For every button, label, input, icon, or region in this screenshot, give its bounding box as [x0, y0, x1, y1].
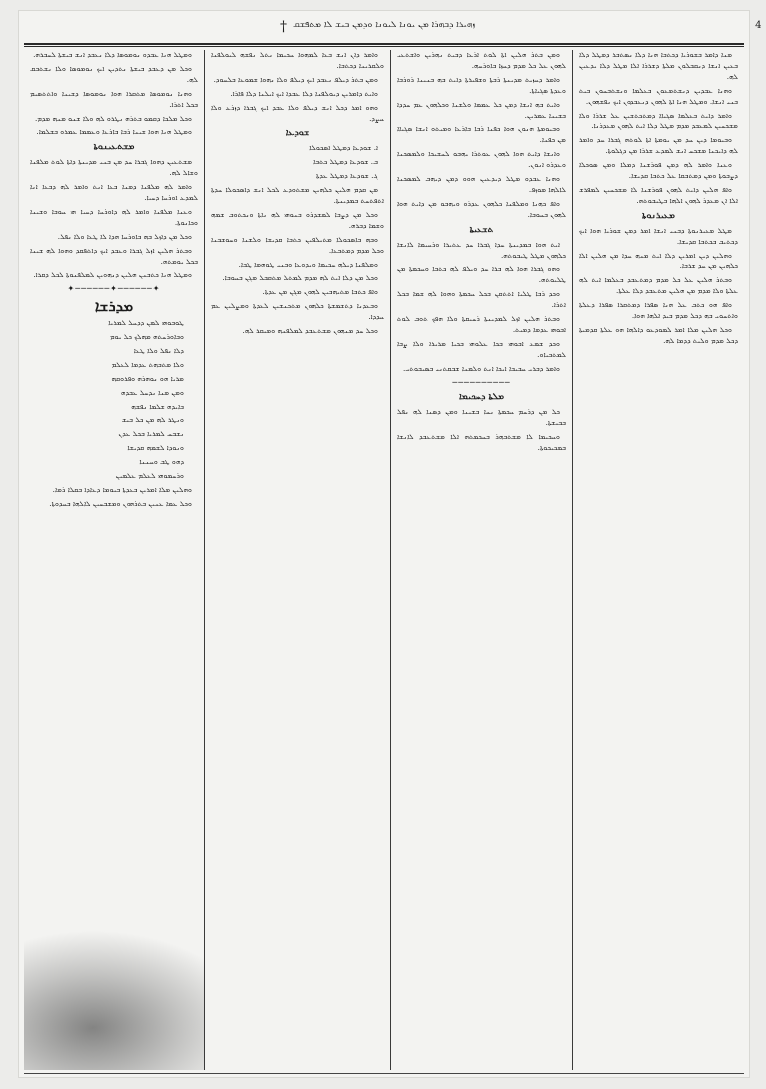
top-rule-thin	[24, 46, 744, 47]
column-1	[572, 50, 744, 1070]
list-item: ܓ. ܫܘܕܥܐ ܕܡܛܠ ܥܕܬܐ	[315, 171, 378, 181]
verse-line: ܘܒܐܘܪܚܬܗ ܡܗܠܟ ܟܠ ܝܘܡ	[109, 332, 184, 342]
paragraph: ܘܡܛܠ ܗܢܐ ܥܒܕܘ ܢܘܡܘܣܐ ܕܠܐ ܢܥܒܕ ܐܢܫ ܒܝܫܬܐ ܠܚܒܪܗ.	[33, 50, 192, 59]
paragraph: ܡܛܠ ܡܥܝܪܢܘܬܐ ܕܒܢܝ ܐܢܫܐ ܐܡܪ ܕܡܢ ܫܘܪܝܐ ܗܘܐ ܐܝܟ ܕܟܬܝܒ ܒܟܬܒܐ ܩܕܝܫܐ.	[579, 225, 738, 246]
paragraph: ܘܒܥܕܢܐ ܕܬܫܡܫܬܐ ܟܠܗܘܢ ܡܬܟܢܫܝܢ ܠܥܕܬܐ ܘܡܨܠܝܢ ܥܡ ܚܕܕܐ.	[211, 301, 384, 322]
verse-line: ܕܗܘ ܛܒ ܘܚܢܢܐ	[139, 457, 184, 467]
columns	[24, 50, 744, 1070]
paragraph: ܘܒܬܪ ܗܠܝܢ ܥܠ ܟܠ ܡܕܡ ܕܡܬܥܒܕ ܒܥܠܡܐ ܐܝܬ ܠܗ ܥܠܬܐ ܘܠܐ ܡܕܡ ܡܢ ܗܠܝܢ ܡܬܥܒܕ ܕܠܐ ܥܠܬܐ.	[579, 275, 738, 296]
masthead	[18, 10, 762, 40]
verse-line: ܒܐܝܕܗ ܫܠܡܐ ܢܦܫܗ	[131, 401, 184, 411]
paragraph: ܘܟܠ ܡܠܟܐ ܕܩܡܘ ܒܬܪܗ ܢܛܪܘ ܠܗ ܘܠܐ ܫܢܘ ܡܢܗ ܡܕܡ.	[34, 113, 192, 123]
paragraph: ܘܐܦ ܗܘ ܟܬܒ ܥܠ ܗܢܐ ܣܦܪܐ ܕܡܬܩܪܐ ܣܦܪܐ ܕܥܠܬܐ ܘܐܬܚܘܝ ܒܗ ܕܟܠ ܡܕܡ ܒܝܕ ܐܠܗܐ ܗܘܐ.	[579, 300, 738, 321]
verse-line: ܘܢܘܕܐ ܠܫܡܗ ܩܕܝܫܐ	[127, 443, 184, 453]
paragraph: ܘܟܠ ܥܡܐ ܥܢܝܢ ܒܬܪܗܘܢ ܘܡܫܒܚܝܢ ܠܐܠܗܐ ܒܚܕܘܬܐ.	[49, 498, 192, 508]
paragraph: ܘܐܡܪ ܠܗ ܡܠܦܢܐ ܕܡܢܐ ܒܥܐ ܐܢܬ ܘܐܡܪ ܠܗ ܕܒܥܐ ܐܢܐ ܠܡܕܥ ܐܘܪܚܐ ܕܚܝܐ.	[30, 182, 198, 202]
paragraph: ܘܐܦ ܟܬܒܐ ܡܬܝܗܒܝܢ ܠܗܘܢ ܡܓܢ ܡܢ ܥܕܬܐ.	[262, 287, 378, 297]
paragraph: ܘܐܡܪ ܕܒܪܝ ܚܒܝܒܐ ܐܝܟܐ ܐܢܬ ܘܠܡܢܐ ܫܒܩܬܢܝ ܒܣܝܒܘܬܝ.	[402, 363, 560, 373]
page-number: 4	[755, 20, 762, 31]
paragraph: ܘܐܡܪ ܕܐܝܬ ܒܥܠܡܐ ܣܓܝܐܐ ܕܡܬܟܬܫܝܢ ܥܠ ܫܪܪܐ ܘܠܐ ܡܫܟܚܝܢ ܠܡܥܒܕ ܡܕܡ ܡܛܠ ܕܠܐ ܐܝܬ ܠܗܘܢ ܡܥܕܪܢܐ.	[579, 110, 738, 131]
paragraph: ܘܟܕ ܫܡܥ ܐܒܘܗܝ ܒܟܐ ܥܠܘܗܝ ܒܟܝܐ ܡܪܝܪܐ ܘܠܐ ܨܒܐ ܠܡܬܒܝܐܘ.	[397, 338, 566, 359]
ink-stain	[24, 930, 204, 1070]
paragraph: ܘܗܘ ܓܒܪܐ ܗܘܐ ܠܗ ܒܪܐ ܚܕ ܘܝܠܦ ܠܗ ܟܬܒܐ ܘܚܟܡܬܐ ܡܢ ܛܠܝܘܬܗ.	[397, 264, 566, 285]
paragraph: ܘܐܦ ܗܠܝܢ ܕܐܝܬ ܠܗܘܢ ܦܘܪܫܢܐ ܠܐ ܡܫܟܚܝܢ ܠܡܦܪܫ ܐܠܐ ܐܢ ܡܥܕܪ ܠܗܘܢ ܐܠܗܐ ܒܛܝܒܘܬܗ.	[579, 184, 738, 205]
top-rule	[24, 43, 744, 45]
section-heading: ܡܫܬܥܝܢܘܬܐ	[93, 142, 135, 153]
paragraph: ܡܢܐ ܕܐܡܪ ܒܫܘܪܝܐ ܕܟܬܒܐ ܗܢܐ ܕܠܐ ܢܣܬܒܪ ܕܡܛܠ ܕܠܐ ܒܥܝܢ ܐܢܫܐ ܕܢܩܒܠܘܢ ܡܠܬܐ ܕܫܪܪܐ ܐܠܐ ܡܛܠ ܕܠܐ ܝܕܥܝܢ ܠܗ.	[579, 50, 738, 81]
paragraph: ܘܟܠ ܡܢ ܕܠܐ ܐܝܬ ܠܗ ܡܕܡ ܠܡܬܠ ܡܬܩܒܠ ܡܓܢ ܒܚܘܒܐ.	[222, 273, 378, 283]
paragraph: ܘܐܡܪ ܕܚܙܝܬ ܡܕܝܢܬܐ ܪܒܬܐ ܘܫܦܝܪܬܐ ܕܐܝܬ ܒܗ ܒܢܝܢܐ ܪܘܪܒܐ ܘܥܕܬܐ ܣܓܝܐܬܐ.	[397, 74, 566, 95]
column-3	[204, 50, 390, 1070]
section-heading: ܡܠܬܐ ܕܚܟܝܡܐ	[459, 392, 504, 403]
paragraph: ܘܐܢܫܐ ܕܐܝܬ ܗܘܐ ܠܗܘܢ ܥܘܬܪܐ ܝܗܒܘ ܠܚܫܝܟܐ ܘܠܡܣܟܢܐ ܘܥܕܪܘ ܐܢܘܢ.	[397, 149, 566, 170]
paragraph: ܘܡܛܠ ܗܢܐ ܗܘܐ ܫܝܢܐ ܪܒܐ ܒܐܪܥܐ ܘܥܡܡܐ ܥܡܪܘ ܒܫܠܡܐ.	[36, 127, 192, 137]
column-4	[24, 50, 204, 1070]
paragraph: ܘܒܬܪ ܗܠܝܢ ܐܙܠ ܓܒܪܐ ܘܥܒܕ ܐܝܟ ܕܐܬܦܩܕ ܘܗܘܐ ܠܗ ܫܝܢܐ ܒܟܠ ܝܘܡܬܗ.	[30, 245, 198, 266]
paragraph: ܘܗܠܝܢ ܡܠܐ ܐܡܪܝܢ ܒܥܕܬܐ ܒܝܘܡܐ ܕܥܐܕܐ ܒܩܠܐ ܪܡܐ.	[52, 485, 192, 494]
paragraph: ܘܗܘ ܐܡܪ ܕܟܠ ܐܢܫ ܕܝܠܦ ܘܠܐ ܥܒܕ ܐܝܟ ܓܒܪܐ ܕܙܪܥ ܘܠܐ ܚܨܕ.	[211, 102, 384, 123]
paragraph: ܘܒܝܘܡܬܐ ܗܢܘܢ ܗܘܐ ܟܦܢܐ ܪܒܐ ܒܐܪܥܐ ܘܡܝܬܘ ܐܢܫܐ ܣܓܝܐܐ ܡܢ ܟܦܢܐ.	[397, 124, 566, 145]
paragraph: ܘܟܠ ܚܕ ܡܢܗܘܢ ܡܫܬܥܒܕ ܠܡܠܦܢܗ ܘܡܝܩܪ ܠܗ.	[242, 326, 378, 336]
verse-line: ܡܪܝܐ ܗܘ ܢܘܗܪܗ ܘܦܪܘܩܗ	[111, 373, 184, 383]
verse-line: ܘܡܢ ܡܢܐ ܢܕܚܠ ܥܒܕܗ	[120, 387, 184, 397]
paragraph: ܘܒܗ ܒܐܣܟܘܠܐ ܡܬܝܠܦܝܢ ܟܬܒܐ ܩܕܝܫܐ ܘܠܫܢܐ ܘܚܘܫܒܢܐ ܘܟܠ ܡܕܡ ܕܡܬܒܥܐ.	[211, 234, 384, 255]
column-2	[390, 50, 572, 1070]
paragraph: ܟܠ ܡܢ ܕܪܚܡ ܚܟܡܬܐ ܢܚܐ ܒܫܝܢܐ ܘܡܢ ܕܣܢܐ ܠܗ ܢܦܠ ܒܒܝܫܬܐ.	[397, 407, 566, 428]
poem-heading: ܡܕܪܫܐ	[94, 297, 134, 316]
paragraph: ܐܝܬ ܗܘܐ ܒܡܕܝܢܬܐ ܚܕܐ ܓܒܪܐ ܚܕ ܥܬܝܪܐ ܘܪܚܝܡܐ ܠܐܢܫܐ ܟܠܗܘܢ ܡܛܠ ܛܝܒܘܬܗ.	[397, 239, 566, 260]
paragraph: ܡܢ ܩܕܡ ܗܠܝܢ ܟܠܗܝܢ ܡܫܬܘܕܥ ܠܟܠ ܐܢܫ ܕܐܣܟܘܠܐ ܚܕܬܐ ܐܬܦܬܚܬ ܒܡܕܝܢܬܐ.	[211, 185, 384, 205]
section-heading: ܡܥܝܪܢܘܬܐ	[642, 210, 675, 221]
col4-intro	[30, 50, 198, 138]
paragraph: ܘܐܝܬ ܒܗ ܐܢܫܐ ܕܡܢ ܟܠ ܥܡܡܐ ܘܠܫܢܐ ܘܟܠܗܘܢ ܥܡ ܚܕܕܐ ܒܫܝܢܐ ܥܡܪܝܢ.	[397, 99, 566, 120]
bottom-rule	[24, 1073, 744, 1074]
list-item: ܒ. ܫܘܕܥܐ ܕܡܛܠ ܟܬܒܐ	[313, 157, 378, 167]
paragraph: ܘܐܝܬ ܕܐܡܪܝܢ ܕܝܘܠܦܢܐ ܕܠܐ ܥܒܕܐ ܐܝܟ ܐܝܠܢܐ ܕܠܐ ܦܐܪܐ.	[230, 88, 378, 98]
verse-line: ܛܘܒܘܗܝ ܠܡܢ ܕܕܚܠ ܠܡܪܝܐ	[108, 318, 184, 328]
masthead-mark: †	[280, 19, 288, 35]
paragraph: ܘܥܢܐ ܡܠܦܢܐ ܘܐܡܪ ܠܗ ܕܐܘܪܚܐ ܕܚܝܐ ܗܝ ܚܘܒܐ ܘܫܝܢܐ ܘܟܐܢܘܬܐ.	[30, 206, 198, 227]
paragraph: ܘܐܦ ܟܗܢܐ ܘܡܠܦܢܐ ܟܠܗܘܢ ܥܕܪܘ ܘܝܗܒܘ ܡܢ ܕܐܝܬ ܗܘܐ ܠܗܘܢ ܒܚܘܒܐ.	[397, 198, 566, 219]
verse-line: ܢܫܒܚ ܠܡܪܝܐ ܒܟܠ ܥܕܢ	[118, 429, 184, 439]
paragraph: ܘܟܠ ܡܢ ܕܐܙܠ ܒܗ ܒܐܘܪܚܐ ܗܕܐ ܠܐ ܛܥܐ ܘܠܐ ܢܦܠ.	[57, 231, 192, 241]
paragraph: ܘܡܢ ܒܬܪ ܗܠܝܢ ܐܬܐ ܠܘܬ ܐܪܥܐ ܕܒܝܬ ܢܗܪܝܢ ܘܐܫܬܥܝ ܠܗܘܢ ܥܠ ܟܠ ܡܕܡ ܕܚܙܐ ܒܐܘܪܚܗ.	[397, 50, 566, 70]
masthead-title: ܙܗܝܪܐ ܕܒܗܪܐ ܡܢ ܝܘܢܐ ܠܝܘܢܐ ܘܕܡܢ ܒܝܫ ܠܐ ܡܬܦܫܩ	[292, 20, 476, 30]
paragraph: ܡܫܬܥܝܢ ܕܗܘܐ ܓܒܪܐ ܚܕ ܡܢ ܒܢܝ ܡܕܝܢܬܐ ܕܐܬܐ ܠܘܬ ܡܠܦܢܐ ܘܫܐܠ ܠܗ.	[30, 157, 198, 178]
ornament-divider: ──────────	[452, 377, 511, 387]
paragraph: ܘܚܟܝܡܐ ܠܐ ܡܫܬܒܗܪ ܒܚܟܡܬܗ ܐܠܐ ܡܫܬܥܒܕ ܠܐܢܫܐ ܒܡܟܝܟܘܬܐ.	[397, 432, 566, 453]
paragraph: ܘܟܠ ܗܠܝܢ ܡܠܐ ܐܡܪ ܠܡܘܕܥܘ ܕܐܠܗܐ ܗܘ ܥܠܬܐ ܩܕܡܝܬܐ ܕܟܠ ܡܕܡ ܘܠܝܬ ܕܕܡܐ ܠܗ.	[579, 324, 738, 345]
paragraph: ܘܗܠܝܢ ܕܝܢ ܐܡܪܝܢ ܕܠܐ ܐܝܬ ܡܢܗ ܚܕܐ ܡܢ ܗܠܝܢ ܐܠܐ ܟܠܗܝܢ ܡܢ ܚܕ ܫܪܒܐ.	[579, 250, 738, 271]
paragraph: ܘܥܢܐ ܘܐܡܪ ܠܗ ܕܡܢ ܦܘܪܫܢܐ ܕܡܠܐ ܘܡܢ ܣܘܟܠܐ ܕܨܒܘܬܐ ܘܡܢ ܕܡܬܒܩܐ ܥܠ ܟܬܒܐ ܩܕܝܫܐ.	[579, 160, 738, 181]
paragraph: ܘܟܕ ܪܒܐ ܛܠܝܐ ܐܬܬܩܢ ܒܟܠ ܚܟܡܬܐ ܘܗܘܐ ܠܗ ܫܡܐ ܒܟܠ ܐܬܪܐ.	[397, 289, 566, 310]
ornament-divider: ✦──────✦──────✦	[67, 284, 161, 294]
list-item: ܐ. ܫܘܕܥܐ ܕܡܛܠ ܐܣܟܘܠܐ	[309, 143, 378, 153]
paragraph: ܘܗܢܐ ܥܒܕܝܢ ܕܢܫܬܡܥܘܢ ܒܥܠܡܐ ܘܢܫܬܒܚܘܢ ܒܝܬ ܒܢܝ ܐܢܫܐ. ܘܡܛܠ ܗܢܐ ܐܬܐ ܠܗܘܢ ܕܢܥܒܕܘܢ ܐܝܟ ܢܦܫܗܘܢ.	[579, 85, 738, 106]
paragraph: ܘܒܝܘܡܐ ܕܝܢ ܚܕ ܡܢ ܝܘܡܬܐ ܐܬܐ ܠܘܬܗ ܓܒܪܐ ܚܕ ܘܐܡܪ ܠܗ ܕܐܝܟܢܐ ܡܫܟܚ ܐܢܫ ܠܡܕܥ ܫܪܪܐ ܡܢ ܕܓܠܘܬܐ.	[579, 135, 738, 156]
verse-line: ܘܪܚܡܘܗܝ ܠܥܠܡ ܥܠܡܝܢ	[115, 471, 184, 481]
paragraph: ܘܗܢܐ ܥܒܕܘ ܡܛܠ ܕܝܕܥܝܢ ܗܘܘ ܕܡܢ ܕܝܗܒ ܠܡܣܟܢܐ ܠܐܠܗܐ ܡܘܙܦ.	[397, 174, 566, 194]
paragraph: ܘܒܬܪ ܗܠܝܢ ܐܙܠ ܠܡܕܝܢܬܐ ܪܚܝܩܬܐ ܘܠܐ ܗܦܟ ܬܘܒ ܠܘܬ ܐܒܘܗܝ ܥܕܡܐ ܕܡܝܬ.	[397, 314, 566, 334]
paragraph: ܘܗܢܐ ܢܘܡܘܣܐ ܡܬܩܪܐ ܗܘܐ ܢܘܡܘܣܐ ܕܫܝܢܐ ܘܐܬܬܣܝܡ ܒܟܠ ܐܬܪܐ.	[30, 88, 198, 109]
paragraph: ܘܡܢ ܒܬܪ ܕܝܠܦ ܢܥܒܕ ܐܝܟ ܕܝܠܦ ܘܠܐ ܢܗܘܐ ܫܡܘܥܐ ܒܠܚܘܕ.	[213, 74, 378, 84]
paragraph: ܘܡܛܠ ܗܢܐ ܟܬܒܢܢ ܗܠܝܢ ܕܢܗܘܝܢ ܠܡܠܦܢܘܬܐ ܠܟܠ ܕܩܪܐ.	[33, 270, 192, 280]
verse-line: ܘܠܐ ܡܬܒܗܬ ܥܕܡܐ ܠܥܠܡ	[111, 359, 184, 369]
paragraph: ܘܟܠ ܡܢ ܕܨܒܐ ܠܡܫܕܪܘ ܒܢܘܗܝ ܠܗ ܢܐܬܐ ܘܢܟܬܘܒ ܫܡܗ ܘܫܡܐ ܕܒܪܗ.	[211, 209, 384, 230]
section-heading: ܫܘܕܥܐ	[285, 128, 310, 139]
verse-line: ܕܠܐ ܢܦܠ ܘܠܐ ܛܥܐ	[133, 345, 184, 355]
section-heading: ܬܫܥܝܬܐ	[469, 224, 494, 235]
paragraph: ܘܡܠܦܢܐ ܕܝܠܗ ܚܟܝܡܐ ܘܝܕܘܥܐ ܘܒܢܝ ܛܘܗܡܐ ܛܒܐ.	[238, 259, 378, 269]
verse-line: ܘܢܛܪ ܠܗ ܡܢ ܟܠ ܒܝܫ	[121, 415, 184, 425]
paragraph: ܘܐܡܪ ܕܐܢ ܐܢܫ ܒܥܐ ܠܡܗܘܐ ܚܟܝܡܐ ܢܬܠ ܢܦܫܗ ܠܝܘܠܦܢܐ ܘܠܩܪܝܢܐ ܕܟܬܒܐ.	[211, 50, 384, 70]
newspaper-page	[18, 10, 762, 1078]
paragraph: ܘܟܠ ܡܢ ܕܥܒܕ ܒܝܫܬܐ ܢܬܕܝܢ ܐܝܟ ܢܘܡܘܣܐ ܘܠܐ ܢܫܬܒܩ ܠܗ.	[30, 63, 198, 84]
